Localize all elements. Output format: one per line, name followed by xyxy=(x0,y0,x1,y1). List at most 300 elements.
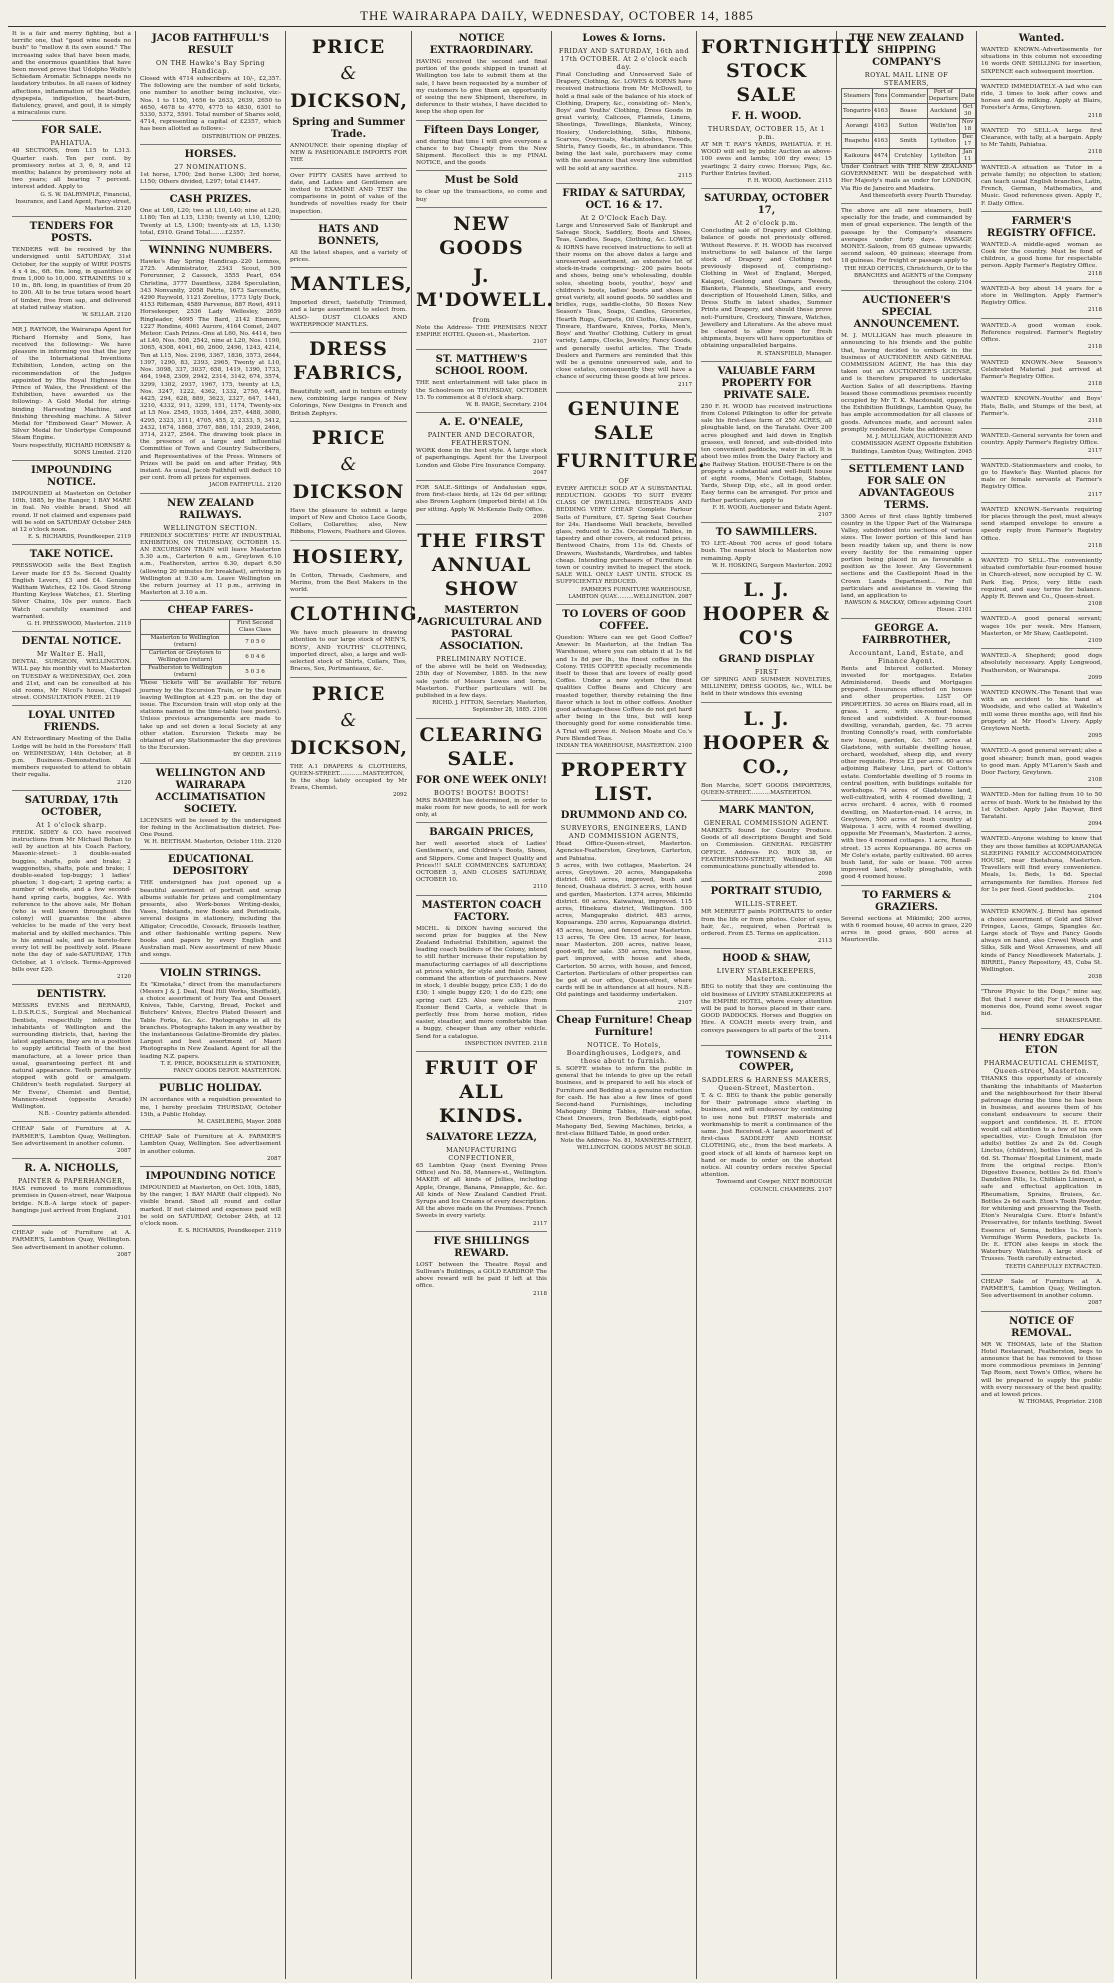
column-8 xyxy=(977,31,1106,1979)
ad-title: MARK MANTON, xyxy=(718,804,815,816)
ad-subtitle: ROYAL MAIL LINE OF STEAMERS, xyxy=(864,71,949,87)
ad-body: Final Concluding and Unreserved Sale of Drapery, Clothing, &c. LOWES & IORNS have received instructions from Mr McDowell, to hold a final sale of the balance of his stock of Clothing, Drapery, &c., consisting of:- Men's, Boys' and Youths' Clothing, Dress Goods in great variety, Calicoes, Flannels, Linens, Sheetings, Towellings, Blankets, Wincey, Hosiery, Underclothing, Silks, Ribbons, Scarves, Overcoats, Mackintoshes, Tweeds, Shirts, Fancy Goods, &c., in abundance. This being the last sale, purchasers may come with the assurance that every line submitted will be sold at any sacrifice. xyxy=(556,72,692,172)
ad-body: 48 SECTIONS, from L15 to L313. Quarter cash. Ten per cent. by promissory notes at 3, 6, 9, and 12 months; balance by promissory note at two years; all bearing 7 percent. interest added. Apply to xyxy=(12,148,131,191)
advertisement xyxy=(290,602,425,677)
ad-display-heading: PRICE xyxy=(311,682,386,705)
ad-body: WANTED KNOWN.-J. Birrel has opened a choice assortment of Gold and Silver Fringes, Laces, Gimps, Spangles &c. Large stock of Toys and Fancy Goods always on hand, also Crewel Wools and Silks, Silk and Wool Arrasenes, and all kinds of Fancy Needlework Materials. J. BIRREL, Fancy Repository, 45, Cuba St. Wellington. xyxy=(981,909,1102,973)
ad-signature: 2118 xyxy=(1088,112,1102,119)
ad-signature: 2087 xyxy=(1088,1300,1102,1307)
ad-body: MRS BAMBER has determined, in order to make room for new goods, to sell for work only, at xyxy=(416,797,547,818)
ad-signature: RAWSON & MACKAY, Offices adjoining Court House. 2101 xyxy=(844,600,972,614)
ad-subtitle: NOTICE. To Hotels, Boardinghouses, Lodgers, and those about to furnish. xyxy=(566,1040,682,1065)
ad-body: One at L60, L20; two at L10, L40; nine at L20, L180; Ten at L15, L150; twenty at L10, L200; Twenty at L5, L100; twenty-six at L5, L130; total, £910. Grand Total........£2357. xyxy=(140,208,281,236)
ad-signature: W. SELLAR. 2120 xyxy=(82,312,131,319)
ad-body: WANTED.-A good woman cook. Reference required. Farmer's Registry Office. xyxy=(981,322,1102,344)
ad-signature: Note the Address- No. 81, MANNERS-STREET, WELLINGTON. GOODS MUST BE SOLD. xyxy=(560,1137,692,1152)
advertisement xyxy=(140,768,281,851)
advertisement xyxy=(981,323,1102,356)
ad-body: MR MERRETT paints PORTRAITS to order from the life or from photos. Color of eyes, hair, &c., required, when Portrait is ordered. From £5. Terms on application. xyxy=(701,909,832,937)
ad-body: WANTED KNOWN.-Youths' and Boys' Hats, Balls, and Stumps of the best, at Farmer's. xyxy=(981,396,1102,417)
advertisement xyxy=(701,953,832,1046)
ad-subtitle: FRIDAY AND SATURDAY, 16th and 17th OCTOBER. At 2 o'clock each day. xyxy=(558,47,690,71)
advertisement xyxy=(981,360,1102,393)
ad-body: CHEAP sale of Furniture at A. FARMER'S, Lambton Quay, Wellington. See advertisement in another column. xyxy=(12,1230,131,1251)
ad-body: TO LET.-About 700 acres of good totara bush. The nearest block to Masterton now remaining. Apply xyxy=(701,541,832,562)
advertisement xyxy=(981,33,1102,80)
table-cell: 4163 xyxy=(872,104,889,119)
table-row xyxy=(842,134,976,149)
columns-container xyxy=(8,31,1106,1979)
ad-title: EDUCATIONAL DEPOSITORY xyxy=(168,854,253,878)
ad-body: WORK done in the best style. A large stock of paperhangings. Agent for the Liverpool London and Globe Fire Insurance Company. xyxy=(416,448,547,469)
ad-signature: E. S. RICHARDS, Poundkeeper. 2119 xyxy=(27,534,131,541)
advertisement xyxy=(416,1056,547,1232)
advertisement xyxy=(701,1050,832,1197)
advertisement xyxy=(12,989,131,1122)
ad-signature: G. S. W. DALRYMPLE, Financial, Insurance, and Land Agent, Fancy-street, Masterton. 2120 xyxy=(15,191,131,213)
advertisement xyxy=(981,836,1102,905)
ad-body: Rents and Interest collected. Money invested for mortgages. Estates Administered. Deeds and Mortgages prepared. Insurances effected on houses and other properties. LIST OF PROPERTIES. 30 acres on Blairs road, all in grass. 1 acre, with six-roomed house, fenced and subdivided. A four-roomed dwelling, verandah, garden, &c. 75 acres fronting Connolly's road, with comfortable new house, garden, &c. 507 acres at Gladstone, with suitable dwelling house, orchard, woolshed, sheep dip, and every other requisite. Price £3 per acre. 60 acres adjoining Railway Line, part of Cotton's estate. Comfortable dwelling of 5 rooms in central position, with buildings suitable for workshops. 74 acres of Gladstone land, well-cultivated, with 4 roomed dwelling, 2 acres orchard. 4 acres, with 6 roomed dwelling, on Masterton-road. 14 acres, in Greytown, 500 acres of bush country at Waipoua. 1 acre, with 4 roomed dwelling, opposite Mr Freeman's, Masterton. 2 acres, with two 4 roomed cottages. 1 acre, Renall-street. 15 acres Kopuaranga. 80 acres on Mr Cole's estate, partly cultivated. 60 acres bush land, for sale or lease. 700 acres improved land, wholly ploughable, with good 4 roomed house. xyxy=(841,665,972,881)
ad-display-heading-2: DICKSON xyxy=(292,480,405,503)
ad-subtitle: THURSDAY, OCTOBER 15, At 1 p.m. xyxy=(707,125,826,141)
ad-body: FRIENDLY SOCIETIES' FETE AT INDUSTRIAL EXHIBITION, ON THURSDAY, OCTOBER 15. AN EXCURSION TRAIN will leave Masterton 5.30 a.m., Carterton 6 a.m., Greytown 6.10 a.m., Featherston, arrive 6.30, depart 6.50 (allowing 20 minutes for breakfast), arriving in Wellington at 9.30 a.m. Leave Wellington on the return journey at 11 p.m., arriving in Masterton at 3.10 a.m. xyxy=(140,532,281,597)
ad-title: R. A. NICHOLLS, xyxy=(24,1163,119,1175)
ad-title: SATURDAY, 17th OCTOBER, xyxy=(24,794,119,818)
advertisement xyxy=(981,84,1102,124)
ad-title: PUBLIC HOLIDAY. xyxy=(159,1083,262,1095)
ad-title: HENRY EDGAR ETON xyxy=(998,1033,1085,1057)
table-cell: Featherston to Wellington (return) xyxy=(141,665,230,680)
ad-signature: Townsend and Cowper, NEXT BOROUGH COUNCIL CHAMBERS. 2107 xyxy=(716,1179,832,1193)
ad-signature: N.B. - Country patients attended. xyxy=(38,1111,131,1118)
ad-body: EVERY ARTICLE SOLD AT A SUBSTANTIAL REDUCTION. GOODS TO SUIT EVERY CLASS OF DWELLING. BEDSTEADS AND BEDDING VERY CHEAP. Complete Parlour Suits of Furniture, £7. Spring Seat Couches for 24s. Handsome Wall brackets, bevelled glass, reduced to 25s. Occasional Tables, in tapestry and other covers, at reduced prices. Bentwood Chairs, from 11s 6d. Chests of Drawers, Washstands, Wardrobes, and tables cheap. Intending purchasers of Furniture in town or country invited to inspect the stock. SALE WILL ONLY LAST UNTIL STOCK IS SUFFICIENTLY REDUCED. xyxy=(556,485,692,586)
ad-title: TO LOVERS OF GOOD COFFEE. xyxy=(562,608,686,632)
advertisement xyxy=(556,188,692,393)
advertisement xyxy=(290,337,407,422)
advertisement xyxy=(290,224,407,268)
ad-subtitle: PHARMACEUTICAL CHEMIST, Queen-street, Masterton. xyxy=(983,1059,1100,1076)
ad-body: These tickets will be available for return journey by the Excursion Train, or by the train leaving Wellington at 4.25 p.m. on the day of issue. The Excursion train will stop only at the stations named in the time-table (see posters). Unless previous arrangements are made to take up and set down a local Society at any other station. Excursion Tickets may be obtained of any Stationmaster the day previous to the Excursion. xyxy=(140,680,281,752)
ad-signature: W. H. HOSKING, Surgeon Masterton. 2092 xyxy=(711,562,832,569)
ad-signature: 2118 xyxy=(1088,381,1102,388)
ad-subtitle: ON THE Hawke's Bay Spring Handicap. xyxy=(155,59,266,75)
advertisement xyxy=(981,507,1102,554)
ad-title: CHEAP FARES- xyxy=(167,605,254,617)
ad-signature: 2108 xyxy=(1088,601,1102,608)
ad-signature: 2101 xyxy=(117,1214,131,1221)
ad-body: FREDK. SIDEY & CO. have received instructions from Mr Michael Bohan to sell by auction at his Coach Factory, Masonic-street:- 3 double-seated buggies, shafts, pole and brake; 2 waggonettes, shafts, pole and brake; 1 double-seated top-buggy; 1 ladies' phaeton; 1 dog-cart; 2 spring carts; a number of wheels, and a few second-hand spring carts, buggies, &c. With reference to the above sale, Mr Bohan (who is well known throughout the colony) will guarantee the above vehicles to be made of the very best material and by skilled mechanics. This is his annual sale, and as hereto-fore every lot will be positively sold. Please note the day of sale-SATURDAY, 17th October, at 1 o'clock. Terms-Approved bills over £20. xyxy=(12,829,131,973)
table-row xyxy=(141,665,281,680)
ad-title: FIVE SHILLINGS REWARD. xyxy=(433,1235,530,1259)
ad-display-heading: FRUIT OF ALL KINDS. xyxy=(424,1057,539,1127)
ad-signature: 2047 xyxy=(533,469,547,476)
ad-signature: 2117 xyxy=(1088,491,1102,498)
ad-body: AT MR T. RAY'S YARDS, PAHIATUA. F. H. WOOD will sell by public Auction as above- 100 ewes and lambs; 100 dry ewes; 15 yearlings; 2 dairy cows; Horses; Pigs, &c. Further Entries Invited. xyxy=(701,142,832,177)
masthead-rule xyxy=(8,26,1106,27)
ad-body: WANTED.-A good general servant; also a good shearer; bunch man, good wages to good man. Apply M'Laren's Sash and Door Factory, Greytown. xyxy=(981,748,1102,777)
ad-body: MESSRS EVENS and BERNARD, L.D.S.R.C.S., Surgical and Mechanical Dentists, respectfully inform the inhabitants of Wellington and the surrounding districts, that, having the latest appliances, they are in a position to supply artificial Teeth of the best manufacture, at a lower price than usual, guaranteeing perfect fit and natural appearance. Teeth permanently stopped with gold or amalgam. Children's teeth regulated. Surgery at Mr Evens', Chemist and Dentist, Manners-street (opposite Arcade) Wellington. xyxy=(12,1003,131,1110)
ad-display-heading-2: DICKSON, xyxy=(290,736,409,759)
advertisement xyxy=(841,623,972,886)
ad-signature: 2099 xyxy=(1088,674,1102,681)
ad-signature: 2087 xyxy=(117,1147,131,1154)
advertisement xyxy=(12,465,131,545)
table-row xyxy=(842,119,976,134)
table-cell: Welln'ton xyxy=(927,119,959,134)
ad-display-heading: NEW GOODS xyxy=(439,212,524,259)
advertisement xyxy=(140,1083,281,1130)
advertisement xyxy=(416,827,547,895)
ad-body: FOR SALE.-Sittings of Andalusian eggs, from first-class birds, at 12s 6d per sitting; also Brown Leghorn (imported birds) at 10s per sitting. Apply W. McKenzie Daily Office. xyxy=(416,485,547,513)
ad-list: 5 acres, with two cottages, Masterton. 24 acres, Greytown. 20 acres, Mangapakeha district. 603 acres, improved, bush and fenced, Ouahaua district. 3 acres, with house and garden, Masterton. 1374 acres, Mikimiki district. 60 acres, Kaiwaiwai, improved. 115 acres, Hinekura district, Wellington. 500 acres, Mangaprako district. 483 acres, Kopuaranga. 250 acres, Kopuaranga district. 45 acres, house, and fenced near Masterton. 13 acres, Te Ore Ore. 15 acres, for lease, near Masterton. 200 acres, native lease, good-will, for sale. 350 acres, native lease, part improved, with house and sheds, Carterton. 50 acres, with house, and fenced, Carterton. Particulars of other properties can be got at our office, Queen-street, where cards will be in attendance at all hours. N.B.-Old paintings and taxidermy undertaken. xyxy=(556,862,692,999)
advertisement xyxy=(140,1134,281,1167)
advertisement xyxy=(290,173,407,220)
ad-body: her well assorted stock of Ladies' Gentlemen's, and Children's Boots, Shoes, and Slippers. Come and Inspect Quality and Prices!!! SALE COMMENCES SATURDAY, OCTOBER 3, AND CLOSES SATURDAY, OCTOBER 10. xyxy=(416,841,547,884)
ad-signature: 2087 xyxy=(117,1251,131,1258)
ad-signature: RICHD. J. FITTON, Secretary. Masterton, September 28, 1885. 2106 xyxy=(432,700,547,714)
ad-body: DENTAL SURGEON, WELLINGTON. WILL pay his monthly visit to Masterton on TUESDAY & WEDNESDAY, Oct. 20th and 21st, and can be consulted at his old rooms, Mr Nicol's house, Chapel street. CONSULTATION FREE. 2119 xyxy=(12,659,131,702)
ad-body: WANTED TO SELL.-The conveniently situated comfortable four-roomed house in Church-street, now occupied by C. W. Park Esq. Price, very little cash required, and easy terms for balance. Apply R. Brown and Co., Queen-street. xyxy=(981,557,1102,600)
ad-body: WANTED.-Men for falling from 10 to 50 acres of bush. Work to be finished by the 1st October. Apply Jake Raywar, Bird Taratahi. xyxy=(981,792,1102,821)
ad-body: Under Contract with THE NEW ZEALAND GOVERNMENT. Will be despatched with Her Majesty's mails as under for LONDON, Via Rio de Janeiro and Madeira. xyxy=(841,164,972,192)
ad-subtitle: PAHIATUA. xyxy=(50,139,93,148)
ad-body: IMPOUNDED at Masterton on October 10th, 1885, by the Ranger, 1 BAY MARE in foal. No visible brand. Shod all round. If not claimed and expenses paid will be sold on SATURDAY October 24th at 12 o'clock noon. xyxy=(12,490,131,533)
ad-title: IMPOUNDING NOTICE. xyxy=(31,464,112,488)
advertisement xyxy=(841,890,972,948)
ad-body: WANTED-A boy about 14 years for a store in Wellington. Apply Farmer's Registry Office. xyxy=(981,285,1102,307)
ad-body: 250 F. H. WOOD has received instructions from Colonel Pilkington to offer for private sale his first-class farm of 250 ACRES, all ploughable land, on the Taratahi. Over 200 acres ploughed and laid down in English grasses, well fenced, and sub-divided into ten convenient paddocks, water in all. It is about two miles from the Dairy Factory and the Railway Station. HOUSE-There is on the property a substantial and well-built house of eight rooms, Men's Cottage, Stables, Yards, Sheep Dip, etc., all in good order. Easy terms can be arranged. For price and further particulars, apply to xyxy=(701,403,832,504)
ad-signature: DISTRIBUTION OF PRIZES. xyxy=(201,133,281,140)
ad-signature: M. CASELBERG, Mayor. 2088 xyxy=(197,1118,281,1125)
ad-body: WANTED KNOWN.-The Tenant that was with an accident to his hand at Woodside, and who called at Wakelin's mill some three months ago, will find his property at Mr Hood's Livery. Apply Greytown North. xyxy=(981,690,1102,733)
ad-subtitle: BOOTS! BOOTS! BOOTS! xyxy=(434,788,529,797)
ad-signature: W. H. BEETHAM. Masterton, October 11th. 2120 xyxy=(143,839,281,846)
ad-body: 1st horse, L700; 2nd horse L300; 3rd horse, L150; Others divided, L297; total £1447. xyxy=(140,171,281,186)
advertisement xyxy=(416,33,547,121)
table-cell: Auckland xyxy=(927,104,959,119)
ad-title: SETTLEMENT LAND FOR SALE ON ADVANTAGEOUS TERMS. xyxy=(848,463,965,511)
ad-title: BARGAIN PRICES, xyxy=(429,827,534,839)
advertisement xyxy=(841,208,972,291)
ad-signature: 2118 xyxy=(1088,270,1102,277)
advertisement xyxy=(12,125,131,217)
ad-ampersand: & xyxy=(340,63,357,84)
ad-body: HAVING received the second and final portion of the goods shipped in transit at Wellington too late to submit them at the sale, I have been requested by a number of my customers to give them an opportunity of seeing the new Shipment, therefore, in deference to their wishes, I have decided to keep the shop open for xyxy=(416,59,547,116)
ad-body: AN Extraordinary Meeting of the Dalia Lodge will be held in the Foresters' Hall on WEDNESDAY, 14th October, at 8 p.m. Business.-Demonstration. All members requested to attend to obtain their regalia. xyxy=(12,736,131,779)
ad-signature: G. H. PRESSWOOD, Masterton. 2119 xyxy=(26,621,131,627)
advertisement xyxy=(556,1015,692,1155)
ad-subtitle: Mr Walter E. Hall, xyxy=(36,650,107,659)
ad-subtitle: PAINTER AND DECORATOR, FEATHERSTON. xyxy=(427,431,536,448)
ad-signature: INDIAN TEA WAREHOUSE, MASTERTON. 2100 xyxy=(556,743,692,750)
ad-title: VIOLIN STRINGS. xyxy=(159,967,262,979)
ad-subtitle: Accountant, Land, Estate, and Finance Agent. xyxy=(849,648,964,665)
advertisement xyxy=(12,31,131,121)
advertisement xyxy=(12,549,131,632)
ad-body: Concluding sale of Drapery and Clothing, balance of goods not previously offered. Without Reserve. F. H. WOOD has received instructions to sell balance of the large stock of Drapery and Clothing not previously disposed of, comprising:- Clothing in West of England, Merged, Kaiapoi, Geelong and Oamaru Tweeds, Blankets, Flannels, Sheetings, and every description of Household Linen, Silks, and Dress Stuffs in latest shades, Summer Prints and Drapery, and should these prove not:-Furniture, Crockery, Tinware, Watches, Jewellery and Literature. As the above must be cleared to allow room for fresh shipments, buyers will have opportunities of obtaining unparalleled bargains. xyxy=(701,228,832,350)
ad-body: BEG to notify that they are continuing the old business of LIVERY STABLEKEEPERS at the EMPIRE HOTEL, where every attention will be paid to horses placed in their care. GOOD PADDOCKS. Horses and Buggies on Hire. A COACH meets every train, and conveys passengers to all parts of the town. xyxy=(701,984,832,1034)
ad-body: HAS removed to more commodious premises in Queen-street, near Waipoua bridge. N.B.-A large stock of paper-hangings just arrived from England. xyxy=(12,1186,131,1214)
ad-subtitle: WILLIS-STREET. xyxy=(735,900,798,909)
advertisement xyxy=(416,900,547,1052)
table-cell: Jan 11 xyxy=(959,149,975,164)
advertisement xyxy=(556,397,706,605)
advertisement xyxy=(981,1316,1102,1410)
ad-display-heading-2: DICKSON, xyxy=(290,90,409,112)
ad-signature: 2108 xyxy=(1088,777,1102,784)
column-2 xyxy=(136,31,286,1979)
ad-title: HOOD & SHAW, xyxy=(722,953,811,965)
ad-body: 65 Lambton Quay (next Evening Press Office) and No. 58, Manners-st., Wellington. MAKER of all kinds of Jellies, including Apple, Orange, Banana, Pineapple, &c. &c. All kinds of New Zealand Candied Fruit. Syrups and Ice Creams of every description. All the above made on the Premises. French Sweets in every variety. xyxy=(416,1163,547,1220)
advertisement xyxy=(290,272,413,333)
table-row xyxy=(842,149,976,164)
ad-body: Bon Marche, SOFT GOODS IMPORTERS, QUEEN-STREET...........MASTERTON. xyxy=(701,782,832,796)
ad-signature: 2118 xyxy=(1088,307,1102,314)
ad-body: Have the pleasure to submit a large import of New and Choice Lace Goods, Collars, Collarettes; also, New Ribbons, Flowers, Feathers and Gloves. xyxy=(290,507,407,536)
advertisement xyxy=(981,1033,1102,1274)
table-cell: Aorangi xyxy=(842,119,873,134)
table-row xyxy=(141,620,281,635)
ad-signature: 2096 xyxy=(533,513,547,520)
ad-signature: INSPECTION INVITED. 2118 xyxy=(464,1040,547,1047)
advertisement xyxy=(701,366,832,523)
ad-title: PORTRAIT STUDIO, xyxy=(710,886,823,898)
ad-title: FRIDAY & SATURDAY, OCT. 16 & 17. xyxy=(562,188,686,212)
ad-display-heading: PRICE xyxy=(311,426,386,449)
ad-body: WANTED.-General servants for town and country. Apply Farmer's Registry Office. xyxy=(981,433,1102,447)
ad-title: Lowes & Iorns. xyxy=(582,33,666,44)
ad-subtitle: MANUFACTURING CONFECTIONER, xyxy=(446,1146,517,1162)
ad-signature: 2110 xyxy=(533,884,547,891)
ad-display-heading: L. J. HOOPER & CO'S xyxy=(702,578,831,649)
advertisement xyxy=(140,605,281,763)
table-cell: First Second Class Class xyxy=(230,620,281,635)
advertisement xyxy=(290,545,407,599)
advertisement xyxy=(416,723,547,824)
ad-signature: 2038 xyxy=(1088,974,1102,981)
ad-ampersand: & xyxy=(340,453,357,475)
ad-signature: JACOB FAITHFULL. 2120 xyxy=(209,482,281,489)
advertisement xyxy=(416,125,547,172)
ad-body: TENDERS will be received by the undersigned until SATURDAY, 31st October, for the supply of WIRE POSTS 4 x 4 in., 6ft. 6in. long, in quantities of from 1,000 to 10,000. STRAINERS 10 x 10 in., 8ft. long, in quantities of from 20 to 200. All to be true totara wood heart of timber, free from sap, and delivered at stated railway station. xyxy=(12,247,131,311)
column-4 xyxy=(412,31,555,1979)
ad-title: FARMER'S REGISTRY OFFICE. xyxy=(986,215,1097,239)
ad-signature: 2109 xyxy=(1088,638,1102,644)
ad-title: Must be Sold xyxy=(444,175,519,187)
table-cell: Boase xyxy=(889,104,927,119)
ad-body: THE next entertainment will take place in the Schoolroom on THURSDAY, OCTOBER 15. To commence at 8 o'clock sharp. xyxy=(416,380,547,401)
ad-signature: E. S. RICHARDS, Poundkeeper. 2119 xyxy=(177,1228,281,1235)
ad-title: HATS AND BONNETS, xyxy=(317,223,380,247)
table-row xyxy=(842,89,976,104)
advertisement xyxy=(12,1163,131,1226)
advertisement xyxy=(981,690,1102,744)
advertisement xyxy=(12,710,131,790)
table-cell: Masterton to Wellington (return) xyxy=(141,635,230,650)
advertisement xyxy=(12,1126,131,1159)
ad-subtitle: from xyxy=(472,315,491,324)
table-cell: Port of Departure xyxy=(928,89,958,102)
ad-body: WANTED TO SELL.-A large first Clearance, with tally, at a bargain. Apply to Mr Tahiti, Pahiatua. xyxy=(981,127,1102,149)
ad-title: Fifteen Days Longer, xyxy=(423,124,540,136)
advertisement xyxy=(556,33,692,184)
ad-body: "Throw Physic to the Dogs," mine say, But that I never did; For I beseech the moneres doe, Found some sweet sugar hid. xyxy=(981,989,1102,1017)
ad-display-heading: HOSIERY, xyxy=(292,545,405,568)
ad-table xyxy=(841,88,976,164)
ad-subtitle: FIRST xyxy=(754,667,779,676)
ad-subtitle: PAINTER & PAPERHANGER, xyxy=(17,1177,126,1186)
table-row xyxy=(842,104,976,119)
advertisement xyxy=(981,989,1102,1029)
ad-body: M. J. MULLIGAN has much pleasure in announcing to his friends and the public that, having decided to embark in the business of AUCTIONEER AND GENERAL COMMISSION AGENT, He has this day taken out an AUCTIONEER'S LICENSE, and is therefore prepared to undertake Auction Sales of all descriptions. Having leased those commodious premises recently occupied by Mr T. K. Macdonald, opposite the Exhibition Buildings, Lambton Quay, he has ample accommodation for all classes of goods. Advances made, and account sales promptly rendered. Note the address: xyxy=(841,333,972,433)
table-cell: Kaikoura xyxy=(842,149,873,164)
table-cell: Carterton or Greytown to Wellington (return) xyxy=(141,650,230,665)
ad-title: VALUABLE FARM PROPERTY FOR PRIVATE SALE. xyxy=(717,365,816,401)
advertisement xyxy=(841,464,972,619)
ad-ampersand: & xyxy=(340,709,357,731)
advertisement xyxy=(981,128,1102,161)
advertisement xyxy=(140,1171,281,1238)
ad-display-heading: L. J. HOOPER & CO., xyxy=(702,707,831,778)
table-cell: Dec 17 xyxy=(959,134,975,149)
table-cell: Tons xyxy=(872,89,889,104)
masthead: THE WAIRARAPA DAILY, WEDNESDAY, OCTOBER 14, 1885 xyxy=(360,8,754,23)
ad-subtitle: GENERAL COMMISSION AGENT. xyxy=(703,818,830,827)
ad-signature: BY ORDER. 2119 xyxy=(232,752,281,759)
column-1 xyxy=(8,31,136,1979)
advertisement xyxy=(556,758,692,1011)
advertisement xyxy=(981,433,1102,459)
ad-subtitle: OF xyxy=(618,476,630,485)
ad-title: SATURDAY, OCTOBER 17, xyxy=(704,193,829,217)
ad-body: WANTED.-A Shepherd; good dogs absolutely necessary. Apply Longwood, Featherston, or Wairarapa. xyxy=(981,653,1102,674)
advertisement xyxy=(841,33,975,204)
ad-signature: TEETH CAREFULLY EXTRACTED. xyxy=(1005,1263,1102,1270)
ad-body: MR W. THOMAS, late of the Station Hotel Restaurant, Featherston, begs to announce that he has removed to those more commodious premises in Jenning' Tap Room, next Town's Office, where he will be prepared to supply the public with every necessary of the best quality, and at lowest prices. xyxy=(981,1341,1102,1399)
ad-signature: F. H. WOOD, Auctioneer and Estate Agent. 2107 xyxy=(712,504,832,518)
ad-subtitle: PRELIMINARY NOTICE. xyxy=(436,655,527,664)
ad-signature: 2107 xyxy=(678,999,692,1006)
ad-title: IMPOUNDING NOTICE xyxy=(145,1170,276,1182)
ad-table xyxy=(140,619,281,680)
ad-body: Question: Where can we get Good Coffee? Answer: In Masterton, at the Indian Tea Warehouse, where you can obtain it at 1s 6d and 1s 8d per lb., the finest coffee in the Colony. THIS COFFEE specially recommends itself to those that are lovers of really good Coffee. Under a new system the finest qualities Coffee Beans and Chicory are roasted together, thereby retaining the fine flavor which is lost in other coffees. Another good advantage-these Coffees do not get hard after being in the tins, but will keep thoroughly good for some considerable time. A Trial will prove it. Nelson Moate and Co.'s Pure Blended Teas. xyxy=(556,634,692,742)
ad-signature: 2117 xyxy=(533,1220,547,1227)
ad-signature: M. J. MULLIGAN, AUCTIONEER AND COMMISSION AGENT Opposite Exhibition Buildings, Lambton Quay, Wellington. 2045 xyxy=(851,434,972,455)
ad-signature: 2114 xyxy=(818,1034,832,1041)
ad-signature: 2117 xyxy=(678,381,692,388)
ad-body: All the latest shapes, and a variety of prices. xyxy=(290,249,407,264)
ad-body: Head Office-Queen-street, Masterton. Agencies-Featherston, Greytown, Carterton, and Pahiatua. xyxy=(556,841,692,862)
advertisement xyxy=(140,33,281,145)
advertisement xyxy=(701,527,832,574)
ad-body: THE undersigned has just opened up a beautiful assortment of portrait and scrap albums suitable for prizes and complimentary presents, also Work-boxes Writing-desks, Vases, Inkstands, new Books and Periodicals, several designs in stationery, including the Alligator, Crocodile, Cossack, Brussels leather, and other fashionable writing papers. New books and papers by every English and Australian mail. New assortment of new Music and songs. xyxy=(140,880,281,959)
table-cell: Date xyxy=(959,89,975,104)
ad-signature: 2120 xyxy=(117,973,131,980)
ad-title: DRUMMOND AND CO. xyxy=(560,810,688,822)
ad-title: CASH PRIZES. xyxy=(169,194,252,206)
ad-display-heading: PRICE xyxy=(311,36,386,58)
table-cell: Commander xyxy=(889,89,927,104)
ad-body: MICHL. & DIXON having secured the second prize for buggies at the New Zealand Industrial Exhibition, against the leading coach builders of the Colony, intend to still further increase their reputation by manufacturing carriages of all descriptions at prices which, for style and finish cannot command the attention of purchasers. New in stock, 1 double buggy, price £35; 1 do do £30; 1 single buggy £20; 1 do do £25; one spring cart £25. Also new sulkies from Exonier Bend Carts, a vehicle that is perfectly free from horse motion, rides easier, steadier, and more comfortable than a buggy, cheaper than any other vehicle. Send for a catalogue. xyxy=(416,925,547,1040)
ad-body: of the above will be held on Wednesday, 25th day of November, 1885. In the new sale yards of Messrs Lowes and Iorns, Masterton. Further particulars will be published in a few days. xyxy=(416,664,547,699)
ad-body: WANTED.-A middle-aged woman as Cook for the country. Must be fond of children, a good home for respectable person. Apply Farmer's Registry Office. xyxy=(981,241,1102,270)
ad-title: NOTICE EXTRAORDINARY. xyxy=(429,33,534,56)
ad-title: F. H. WOOD. xyxy=(731,111,802,122)
advertisement xyxy=(416,485,547,525)
ad-signature: 2098 xyxy=(818,871,832,878)
ad-title: DENTISTRY. xyxy=(36,989,107,1001)
table-cell: Smith xyxy=(889,134,927,149)
advertisement xyxy=(290,426,407,541)
ad-display-heading: THE FIRST ANNUAL SHOW xyxy=(417,530,546,601)
ad-title: GRAND DISPLAY xyxy=(718,653,815,665)
ad-title: TAKE NOTICE. xyxy=(29,549,114,561)
advertisement xyxy=(416,529,547,718)
ad-subtitle: SADDLERS & HARNESS MAKERS, Queen-Street, Masterton. xyxy=(701,1076,832,1093)
table-cell: Nov 18 xyxy=(959,119,975,134)
ad-body: It is a fair and merry fighting, but a terrific one, that "good wine needs no bush" to "mellow it its own sound." The increasing sales that have been made, and the enormous quantities that have been moved prove that Udolpho Wolfe's Schiedam Aromatic Schnapps needs no laudatory tributes. In all cases of kidney affections, inflammation of the bladder, dyspepsia, indigestion, heart-burn, flatulency, gravel, and gout, it is simply a miraculous cure. xyxy=(12,31,131,117)
ad-signature: 2117 xyxy=(1088,447,1102,454)
ad-display-heading: CLEARING SALE. xyxy=(419,723,544,770)
ad-display-heading: PROPERTY LIST. xyxy=(560,759,688,806)
advertisement xyxy=(416,212,555,351)
ad-title: TO FARMERS & GRAZIERS. xyxy=(862,889,951,913)
ad-signature: 2118 xyxy=(1088,417,1102,424)
ad-title: FOR ONE WEEK ONLY! xyxy=(416,774,547,786)
ad-signature: 2120 xyxy=(117,779,131,786)
ad-body: IN accordance with a requisition presented to me, I hereby proclaim THURSDAY, October 15th, a Public Holiday. xyxy=(140,1097,281,1118)
table-cell xyxy=(141,620,230,635)
ad-signature: And thenceforth every Fourth Thursday. xyxy=(860,192,972,199)
ad-signature: 2118 xyxy=(1088,344,1102,351)
ad-title: AUCTIONEER'S SPECIAL ANNOUNCEMENT. xyxy=(853,295,960,331)
advertisement xyxy=(981,653,1102,686)
advertisement xyxy=(416,1236,547,1301)
advertisement xyxy=(140,194,281,241)
ad-signature: T. E. PRICE, BOOKSELLER & STATIONER, FANCY GOODS DEPOT. MASTERTON. xyxy=(160,1060,281,1075)
advertisement xyxy=(416,354,547,413)
advertisement xyxy=(12,221,131,323)
ad-signature: SHAKESPEARE. xyxy=(1055,1018,1102,1025)
table-row xyxy=(141,650,281,665)
ad-signature: 2104 xyxy=(1088,894,1102,901)
advertisement xyxy=(12,795,131,985)
advertisement xyxy=(981,616,1102,649)
ad-body: LOST between the Theatre Royal and Sullivan's Buildings, a GOLD EARDROP. The above reward will be paid if left at this office. xyxy=(416,1261,547,1290)
ad-body: Beautifully soft, and in texture entirely new, combining large ranges of New Colorings, New Designs in French and British Zephyrs. xyxy=(290,389,407,417)
ad-title: WINNING NUMBERS. xyxy=(148,245,273,257)
ad-signature: 2095 xyxy=(1088,733,1102,740)
table-cell: 5 0 3 6 xyxy=(230,665,281,680)
advertisement xyxy=(981,792,1102,832)
table-cell: Lyttelton xyxy=(927,134,959,149)
ad-display-heading-2: FURNITURE. xyxy=(556,449,706,472)
ad-body: 3500 Acres of first class lightly timbered country in the Upper Part of the Wairarapa Valley, subdivided into sections of various sizes. The lower portion of this land has been readily taken up, and there is now every facility for the remaining upper portion being placed in as favourable a position as the lower. Any Government sections and the Castlepoint Road in the Crown Lands Department... For full particulars and assistance in viewing the land, an application to xyxy=(841,513,972,599)
ad-body: WANTED.-Stationmasters and cooks, to go to Hawke's Bay. Wanted places for male or female servants at Farmer's Registry Office. xyxy=(981,462,1102,491)
ad-subtitle: 27 NOMINATIONS. xyxy=(174,162,247,171)
advertisement xyxy=(140,498,281,602)
ad-subtitle: SURVEYORS, ENGINEERS, LAND AND COMMISSION AGENTS, xyxy=(560,824,688,841)
ad-title: Wanted. xyxy=(1018,33,1065,44)
advertisement xyxy=(416,175,547,207)
ad-signature: 2107 xyxy=(533,339,547,346)
ad-body: WANTED KNOWN.-Advertisements for situations in this column not exceeding 16 words ONE SHILLING for insertion, SIXPENCE each subsequent insertion. xyxy=(981,47,1102,75)
ad-body: Note the Address- THE PREMISES NEXT EMPIRE HOTEL Queen-st., Masterton. xyxy=(416,324,547,339)
ad-body: We have much pleasure in drawing attention to our large stock of MEN'S, BOYS', AND YOUTHS' CLOTHING, imported direct, also, a large and well-selected stock of Shirts, Collars, Ties, Braces, Sox, Portmanteaux, &c. xyxy=(290,630,407,673)
ad-title: TO SAWMILLERS. xyxy=(715,527,818,539)
ad-title: A. E. O'NEALE, xyxy=(439,417,524,429)
ad-body: CHEAP Sale of Furniture at A. FARMER'S, Lambton Quay, Wellington. See advertisement in another column. xyxy=(12,1126,131,1147)
